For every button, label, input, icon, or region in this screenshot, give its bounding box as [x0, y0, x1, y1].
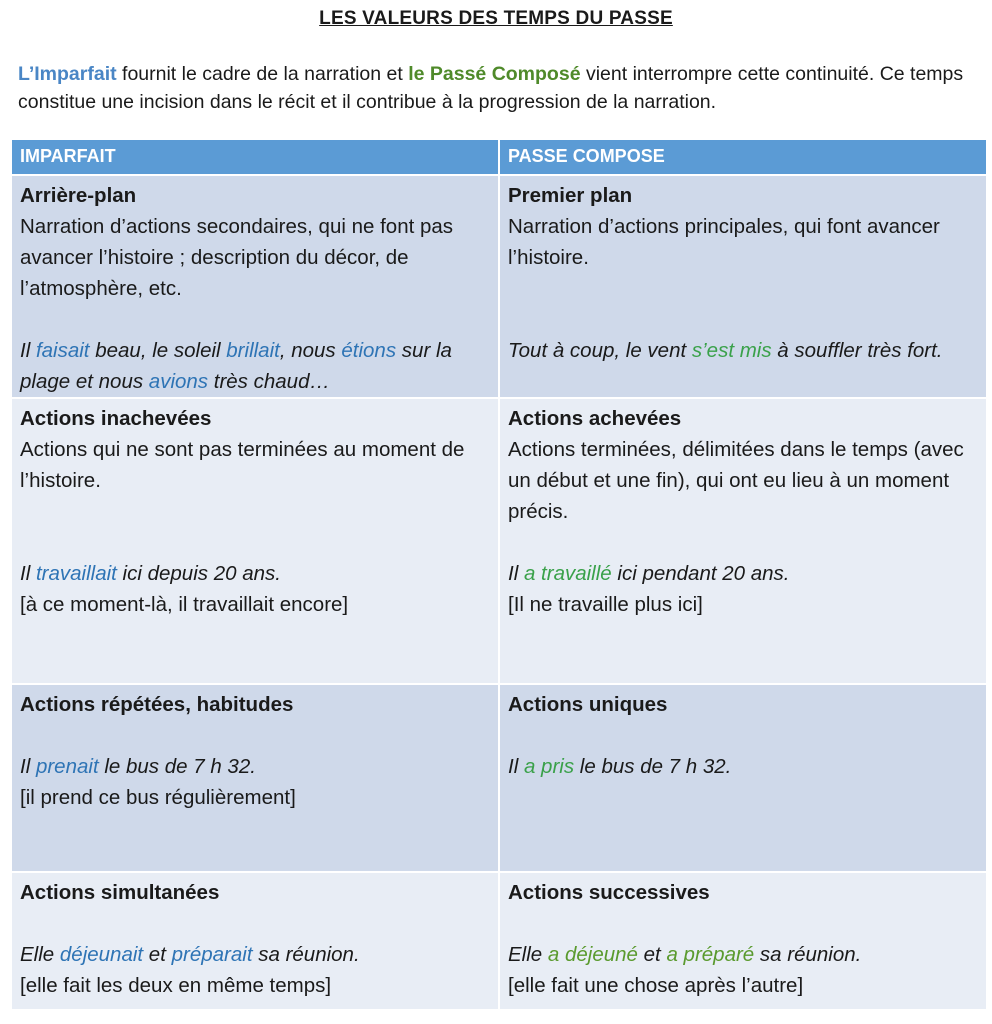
example-text: Il — [20, 562, 36, 585]
example-text: très chaud… — [208, 370, 330, 393]
example-text: le bus de 7 h 32. — [98, 755, 256, 778]
cell-example — [508, 751, 978, 782]
example-text: sur la plage et nous — [20, 339, 452, 393]
example-verb: a déjeuné — [547, 943, 638, 966]
intro-paragraph — [18, 60, 978, 116]
intro-term-imparfait: L’Imparfait — [18, 63, 117, 85]
cell-imparfait — [11, 872, 499, 1010]
cell-example — [20, 939, 490, 970]
example-verb: faisait — [35, 339, 90, 362]
table-row — [11, 398, 987, 684]
example-verb: a travaillé — [523, 562, 612, 585]
cell-description: Narration d’actions secondaires, qui ne font pas avancer l’histoire ; description du décor, de l’atmosphère, etc. — [20, 215, 454, 300]
example-verb: travaillait — [35, 562, 117, 585]
intro-text-1: fournit le cadre de la narration et — [116, 63, 409, 85]
example-text: ici pendant 20 ans. — [611, 562, 790, 585]
example-text: Tout à coup, le vent — [508, 339, 692, 362]
table-row — [11, 872, 987, 1010]
cell-example — [20, 751, 490, 782]
page-title: LES VALEURS DES TEMPS DU PASSE — [319, 8, 673, 29]
example-text: Elle — [508, 943, 548, 966]
example-verb: s’est mis — [691, 339, 772, 362]
example-text: Il — [508, 755, 524, 778]
cell-passe-compose — [499, 684, 987, 872]
cell-example — [20, 558, 490, 589]
column-header-passe-compose: PASSE COMPOSE — [499, 139, 987, 175]
example-text: Elle — [20, 943, 60, 966]
example-text: Il — [20, 755, 36, 778]
column-header-imparfait: IMPARFAIT — [11, 139, 499, 175]
intro-term-passe-compose: le Passé Composé — [408, 63, 581, 85]
cell-passe-compose — [499, 398, 987, 684]
example-verb: brillait — [226, 339, 280, 362]
cell-example — [20, 335, 490, 397]
example-text: sa réunion. — [252, 943, 360, 966]
table-row — [11, 684, 987, 872]
cell-note: [il prend ce bus régulièrement] — [20, 786, 296, 809]
example-text: beau, le soleil — [89, 339, 227, 362]
example-verb: préparait — [171, 943, 253, 966]
cell-example — [508, 558, 978, 589]
example-text: ici depuis 20 ans. — [116, 562, 281, 585]
cell-heading: Actions successives — [508, 881, 710, 904]
table-header-row — [11, 139, 987, 175]
comparison-table — [10, 138, 988, 1011]
cell-heading: Arrière-plan — [20, 184, 137, 207]
cell-description: Actions terminées, délimitées dans le temps (avec un début et une fin), qui ont eu lieu à un moment précis. — [508, 438, 964, 523]
cell-description: Actions qui ne sont pas terminées au moment de l’histoire. — [20, 438, 465, 492]
example-verb: étions — [341, 339, 397, 362]
table-row — [11, 175, 987, 398]
cell-heading: Actions inachevées — [20, 407, 212, 430]
example-text: et — [637, 943, 667, 966]
example-verb: a pris — [523, 755, 575, 778]
cell-imparfait — [11, 398, 499, 684]
cell-heading: Actions uniques — [508, 693, 668, 716]
cell-note: [Il ne travaille plus ici] — [508, 593, 703, 616]
cell-heading: Actions répétées, habitudes — [20, 693, 294, 716]
example-text: Il — [20, 339, 36, 362]
example-text: le bus de 7 h 32. — [574, 755, 732, 778]
cell-note: [elle fait les deux en même temps] — [20, 974, 332, 997]
example-verb: avions — [148, 370, 209, 393]
example-text: et — [143, 943, 172, 966]
cell-note: [elle fait une chose après l’autre] — [508, 974, 804, 997]
cell-heading: Premier plan — [508, 184, 633, 207]
cell-heading: Actions achevées — [508, 407, 682, 430]
cell-imparfait — [11, 684, 499, 872]
example-verb: a préparé — [666, 943, 755, 966]
example-text: Il — [508, 562, 524, 585]
cell-note: [à ce moment-là, il travaillait encore] — [20, 593, 349, 616]
intro-text-2: vient interrompre cette continuité. Ce temps constitue une incision dans le récit et il contribue à la progression de la narration. — [18, 63, 964, 113]
example-text: , nous — [279, 339, 342, 362]
cell-passe-compose — [499, 872, 987, 1010]
cell-description: Narration d’actions principales, qui font avancer l’histoire. — [508, 215, 940, 269]
example-verb: déjeunait — [59, 943, 144, 966]
example-text: à souffler très fort. — [771, 339, 943, 362]
cell-example — [508, 335, 978, 366]
example-verb: prenait — [35, 755, 99, 778]
cell-passe-compose — [499, 175, 987, 398]
cell-imparfait — [11, 175, 499, 398]
example-text: sa réunion. — [754, 943, 862, 966]
cell-example — [508, 939, 978, 970]
cell-heading: Actions simultanées — [20, 881, 220, 904]
